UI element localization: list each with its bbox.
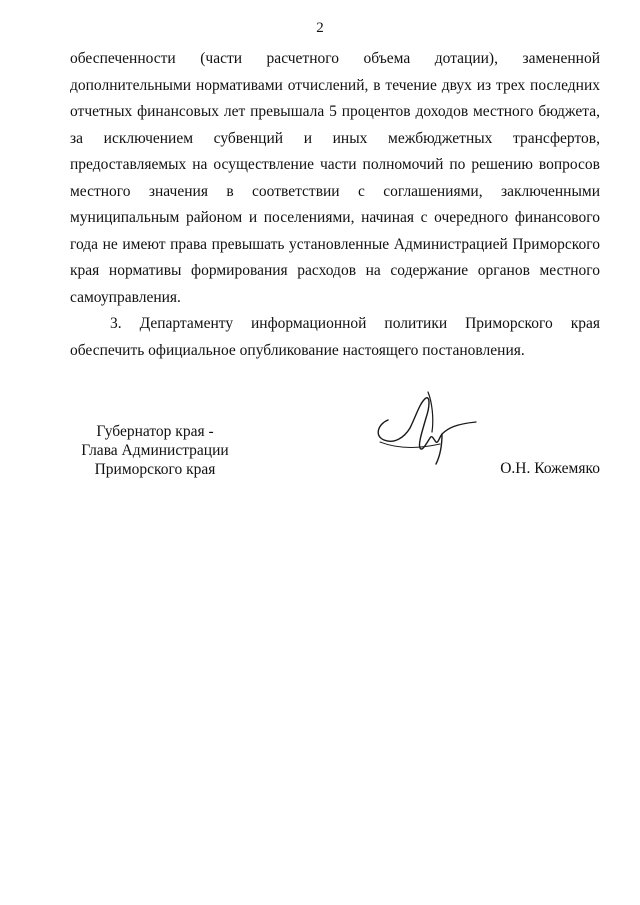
signer-name: О.Н. Кожемяко bbox=[500, 460, 600, 477]
signer-title-line: Приморского края bbox=[94, 461, 216, 478]
handwritten-signature bbox=[370, 388, 480, 468]
signature-block bbox=[70, 422, 600, 492]
signer-title bbox=[70, 422, 240, 479]
paragraph-continuation: обеспеченности (части расчетного объема дотации), замененной дополнительными нормативами отчислений, в течение двух из трех последних отчетных финансовых лет превышала 5 процентов доходов местного бюджета, за исключением субвенций и иных межбюджетных трансфертов, предоставляемых на осуществление части полномочий по решению вопросов местного значения в соответствии с соглашениями, заключенными муниципальным районом и поселениями, начиная с очередного финансового года не имеют права превышать установленные Администрацией Приморского края нормативы формирования расходов на содержание органов местного самоуправления. bbox=[70, 50, 600, 306]
signer-title-line: Глава Администрации bbox=[81, 442, 229, 459]
paragraph-item-3: 3. Департаменту информационной политики Приморского края обеспечить официальное опубликование настоящего постановления. bbox=[70, 315, 600, 359]
document-body bbox=[70, 46, 600, 364]
page-number: 2 bbox=[316, 20, 324, 36]
signer-title-line: Губернатор края - bbox=[96, 423, 214, 440]
